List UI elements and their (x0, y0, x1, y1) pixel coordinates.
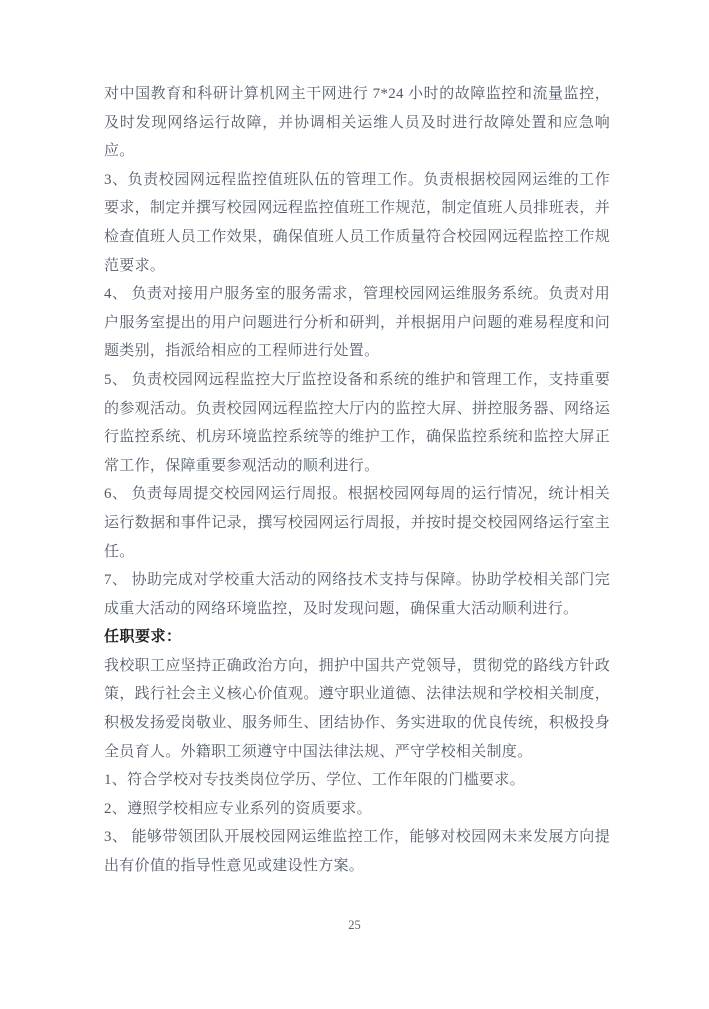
duty-item-7: 7、 协助完成对学校重大活动的网络技术支持与保障。协助学校相关部门完成重大活动的网络环境监控，及时发现问题，确保重大活动顺利进行。 (104, 572, 610, 617)
requirements-heading: 任职要求： (104, 629, 182, 646)
duty-item-6: 6、 负责每周提交校园网运行周报。根据校园网每周的运行情况，统计相关运行数据和事件记录，撰写校园网运行周报，并按时提交校园网络运行室主任。 (104, 486, 610, 560)
document-body (104, 80, 610, 881)
duty-item-5: 5、 负责校园网远程监控大厅监控设备和系统的维护和管理工作，支持重要的参观活动。负责校园网远程监控大厅内的监控大屏、拼控服务器、网络运行监控系统、机房环境监控系统等的维护工作，确保监控系统和监控大屏正常工作，保障重要参观活动的顺利进行。 (104, 371, 610, 474)
requirement-item-2: 2、遵照学校相应专业系列的资质要求。 (104, 800, 372, 817)
requirement-item-3: 3、 能够带领团队开展校园网运维监控工作，能够对校园网未来发展方向提出有价值的指导性意见或建设性方案。 (104, 829, 610, 875)
duty-item-3: 3、负责校园网远程监控值班队伍的管理工作。负责根据校园网运维的工作要求，制定并撰写校园网远程监控值班工作规范，制定值班人员排班表，并检查值班人员工作效果，确保值班人员工作质量符合校园网远程监控工作规范要求。 (104, 171, 610, 274)
requirements-intro: 我校职工应坚持正确政治方向，拥护中国共产党领导，贯彻党的路线方针政策，践行社会主义核心价值观。遵守职业道德、法律法规和学校相关制度，积极发扬爱岗敬业、服务师生、团结协作、务实进取的优良传统，积极投身全员育人。外籍职工须遵守中国法律法规、严守学校相关制度。 (104, 657, 610, 760)
requirement-item-1: 1、符合学校对专技类岗位学历、学位、工作年限的门槛要求。 (104, 772, 525, 789)
page-number: 25 (348, 918, 361, 932)
continued-paragraph: 对中国教育和科研计算机网主干网进行 7*24 小时的故障监控和流量监控，及时发现网络运行故障，并协调相关运维人员及时进行故障处置和应急响应。 (104, 86, 610, 160)
duty-item-4: 4、 负责对接用户服务室的服务需求，管理校园网运维服务系统。负责对用户服务室提出的用户问题进行分析和研判，并根据用户问题的难易程度和问题类别，指派给相应的工程师进行处置。 (104, 286, 610, 360)
